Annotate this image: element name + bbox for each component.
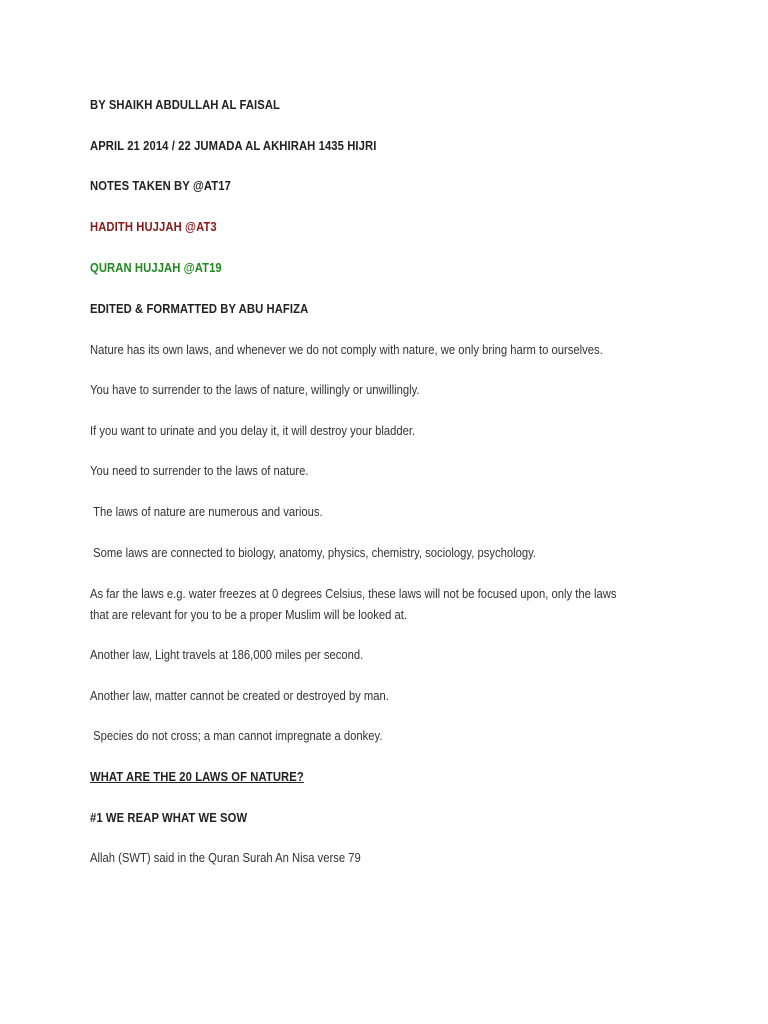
edited-by-line: EDITED & FORMATTED BY ABU HAFIZA <box>90 302 309 316</box>
author-line: BY SHAIKH ABDULLAH AL FAISAL <box>90 98 281 112</box>
section-heading: WHAT ARE THE 20 LAWS OF NATURE? <box>90 770 304 784</box>
paragraph: Nature has its own laws, and whenever we do not comply with nature, we only bring harm to ourselves. <box>90 343 603 357</box>
paragraph: Species do not cross; a man cannot impregnate a donkey. <box>90 729 383 743</box>
date-line: APRIL 21 2014 / 22 JUMADA AL AKHIRAH 1435 HIJRI <box>90 139 377 153</box>
paragraph: Another law, Light travels at 186,000 miles per second. <box>90 648 364 662</box>
paragraph: If you want to urinate and you delay it, it will destroy your bladder. <box>90 424 416 438</box>
closing-line: Allah (SWT) said in the Quran Surah An Nisa verse 79 <box>90 851 361 865</box>
paragraph: As far the laws e.g. water freezes at 0 degrees Celsius, these laws will not be focused upon, only the laws that are relevant for you to be a proper Muslim will be looked at. <box>90 587 617 622</box>
notes-by-line: NOTES TAKEN BY @AT17 <box>90 179 231 193</box>
law-heading: #1 WE REAP WHAT WE SOW <box>90 811 248 825</box>
paragraph: You have to surrender to the laws of nature, willingly or unwillingly. <box>90 383 420 397</box>
paragraph: You need to surrender to the laws of nature. <box>90 464 309 478</box>
hadith-hujjah-line: HADITH HUJJAH @AT3 <box>90 220 217 234</box>
paragraph: Some laws are connected to biology, anatomy, physics, chemistry, sociology, psychology. <box>90 546 537 560</box>
quran-hujjah-line: QURAN HUJJAH @AT19 <box>90 261 222 275</box>
paragraph: Another law, matter cannot be created or destroyed by man. <box>90 689 389 703</box>
paragraph: The laws of nature are numerous and various. <box>90 505 323 519</box>
